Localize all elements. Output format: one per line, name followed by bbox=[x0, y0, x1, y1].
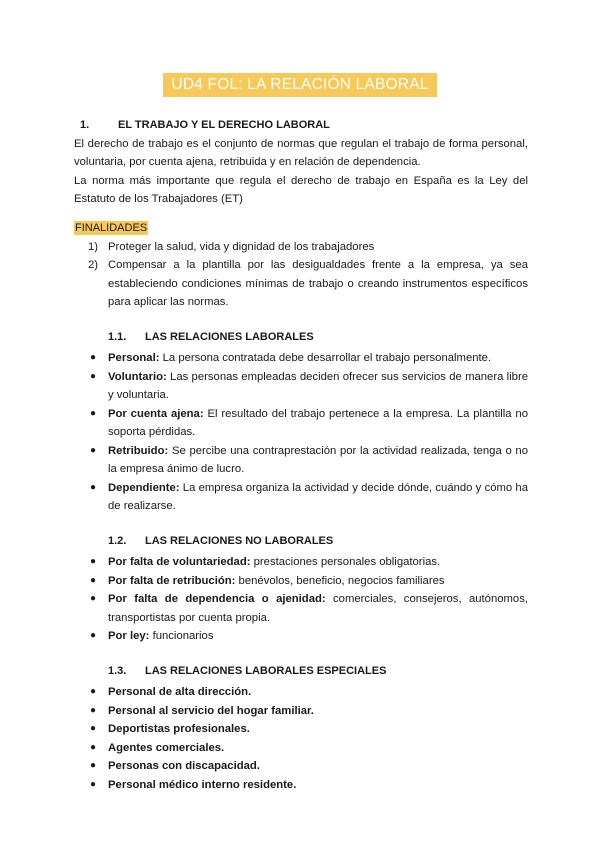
item-term: Personas con discapacidad. bbox=[108, 760, 260, 772]
relaciones-laborales-list bbox=[74, 349, 528, 516]
bullet-icon: ● bbox=[90, 741, 97, 753]
relaciones-especiales-list bbox=[74, 683, 528, 794]
item-text: funcionarios bbox=[149, 630, 214, 642]
section-1-paragraph-2: La norma más importante que regula el derecho de trabajo en España es la Ley del Estatuto de los Trabajadores (ET) bbox=[74, 174, 528, 205]
section-title: LAS RELACIONES LABORALES bbox=[145, 330, 314, 343]
list-item bbox=[90, 479, 528, 516]
section-number: 1.3. bbox=[108, 664, 127, 677]
section-number: 1.2. bbox=[108, 534, 127, 547]
document-title: UD4 FOL: LA RELACIÓN LABORAL bbox=[163, 73, 436, 97]
section-1-paragraph-1: El derecho de trabajo es el conjunto de normas que regulan el trabajo de forma personal, voluntaria, por cuenta ajena, retribuida y en relación de dependencia. bbox=[74, 137, 528, 168]
section-title: LAS RELACIONES LABORALES ESPECIALES bbox=[145, 664, 387, 677]
item-text: La empresa organiza la actividad y decide dónde, cuándo y cómo ha de realizarse. bbox=[108, 481, 528, 512]
list-item bbox=[90, 739, 528, 758]
bullet-icon: ● bbox=[90, 444, 97, 456]
bullet-icon: ● bbox=[90, 778, 97, 790]
bullet-icon: ● bbox=[90, 760, 97, 771]
section-number: 1.1. bbox=[108, 330, 127, 343]
list-item bbox=[90, 405, 528, 442]
item-term: Por ley: bbox=[108, 630, 150, 642]
relaciones-no-laborales-list bbox=[74, 553, 528, 646]
item-text: Se percibe una contraprestación por la actividad realizada, tenga o no la empresa ánimo de lucro. bbox=[108, 444, 528, 475]
item-text: prestaciones personales obligatorias. bbox=[250, 556, 441, 568]
section-1-heading bbox=[74, 116, 528, 135]
section-1-2-heading bbox=[74, 532, 528, 551]
list-item bbox=[90, 720, 528, 739]
list-item bbox=[90, 368, 528, 405]
bullet-icon: ● bbox=[90, 556, 97, 567]
item-text: Las personas empleadas deciden ofrecer sus servicios de manera libre y voluntaria. bbox=[108, 370, 528, 401]
list-item bbox=[88, 238, 528, 257]
list-item-text: Proteger la salud, vida y dignidad de los trabajadores bbox=[108, 240, 375, 253]
item-term: Retribuido: bbox=[108, 444, 169, 457]
section-1-title: EL TRABAJO Y EL DERECHO LABORAL bbox=[118, 119, 330, 131]
section-1-3-heading bbox=[74, 662, 528, 681]
bullet-icon: ● bbox=[90, 593, 97, 604]
title-wrap bbox=[0, 73, 600, 97]
list-item bbox=[90, 776, 528, 795]
bullet-icon: ● bbox=[90, 630, 97, 641]
bullet-icon: ● bbox=[90, 723, 97, 734]
list-item bbox=[90, 590, 528, 627]
item-term: Por falta de voluntariedad: bbox=[108, 556, 251, 568]
item-term: Voluntario: bbox=[108, 370, 167, 383]
bullet-icon: ● bbox=[90, 370, 97, 382]
item-term: Personal al servicio del hogar familiar. bbox=[108, 704, 314, 717]
item-text: La persona contratada debe desarrollar el trabajo personalmente. bbox=[159, 352, 492, 364]
list-item-number: 2) bbox=[88, 259, 99, 271]
list-item bbox=[90, 572, 528, 591]
bullet-icon: ● bbox=[90, 481, 97, 493]
bullet-icon: ● bbox=[90, 704, 97, 716]
item-term: Personal médico interno residente. bbox=[108, 778, 297, 791]
list-item-number: 1) bbox=[88, 240, 99, 253]
document-content bbox=[74, 116, 528, 794]
list-item-text: Compensar a la plantilla por las desigualdades frente a la empresa, ya sea estableciendo condiciones mínimas de trabajo o creando instrumentos específicos para aplicar las normas. bbox=[108, 259, 528, 308]
list-item bbox=[90, 627, 528, 646]
item-term: Personal: bbox=[108, 352, 160, 364]
item-term: Por falta de retribución: bbox=[108, 574, 236, 587]
list-item bbox=[90, 553, 528, 572]
item-term: Deportistas profesionales. bbox=[108, 723, 250, 735]
item-text: El resultado del trabajo pertenece a la empresa. La plantilla no soporta pérdidas. bbox=[108, 407, 529, 438]
item-term: Personal de alta dirección. bbox=[108, 686, 252, 698]
item-term: Por falta de dependencia o ajenidad: bbox=[108, 593, 326, 605]
finalidades-list bbox=[74, 238, 528, 312]
item-term: Agentes comerciales. bbox=[108, 741, 225, 754]
bullet-icon: ● bbox=[90, 407, 97, 419]
list-item bbox=[88, 256, 528, 312]
bullet-icon: ● bbox=[90, 574, 97, 586]
finalidades-label: FINALIDADES bbox=[75, 221, 148, 234]
list-item bbox=[90, 683, 528, 702]
section-1-1-heading bbox=[74, 328, 528, 347]
section-1-number: 1. bbox=[80, 119, 90, 131]
list-item bbox=[90, 349, 528, 368]
list-item bbox=[90, 757, 528, 776]
bullet-icon: ● bbox=[90, 352, 97, 363]
item-text: comerciales, consejeros, autónomos, transportistas por cuenta propia. bbox=[108, 593, 528, 624]
item-term: Por cuenta ajena: bbox=[108, 407, 204, 420]
section-title: LAS RELACIONES NO LABORALES bbox=[145, 534, 334, 547]
bullet-icon: ● bbox=[90, 686, 97, 697]
list-item bbox=[90, 442, 528, 479]
list-item bbox=[90, 702, 528, 721]
item-text: benévolos, beneficio, negocios familiares bbox=[235, 574, 445, 587]
item-term: Dependiente: bbox=[108, 481, 180, 494]
